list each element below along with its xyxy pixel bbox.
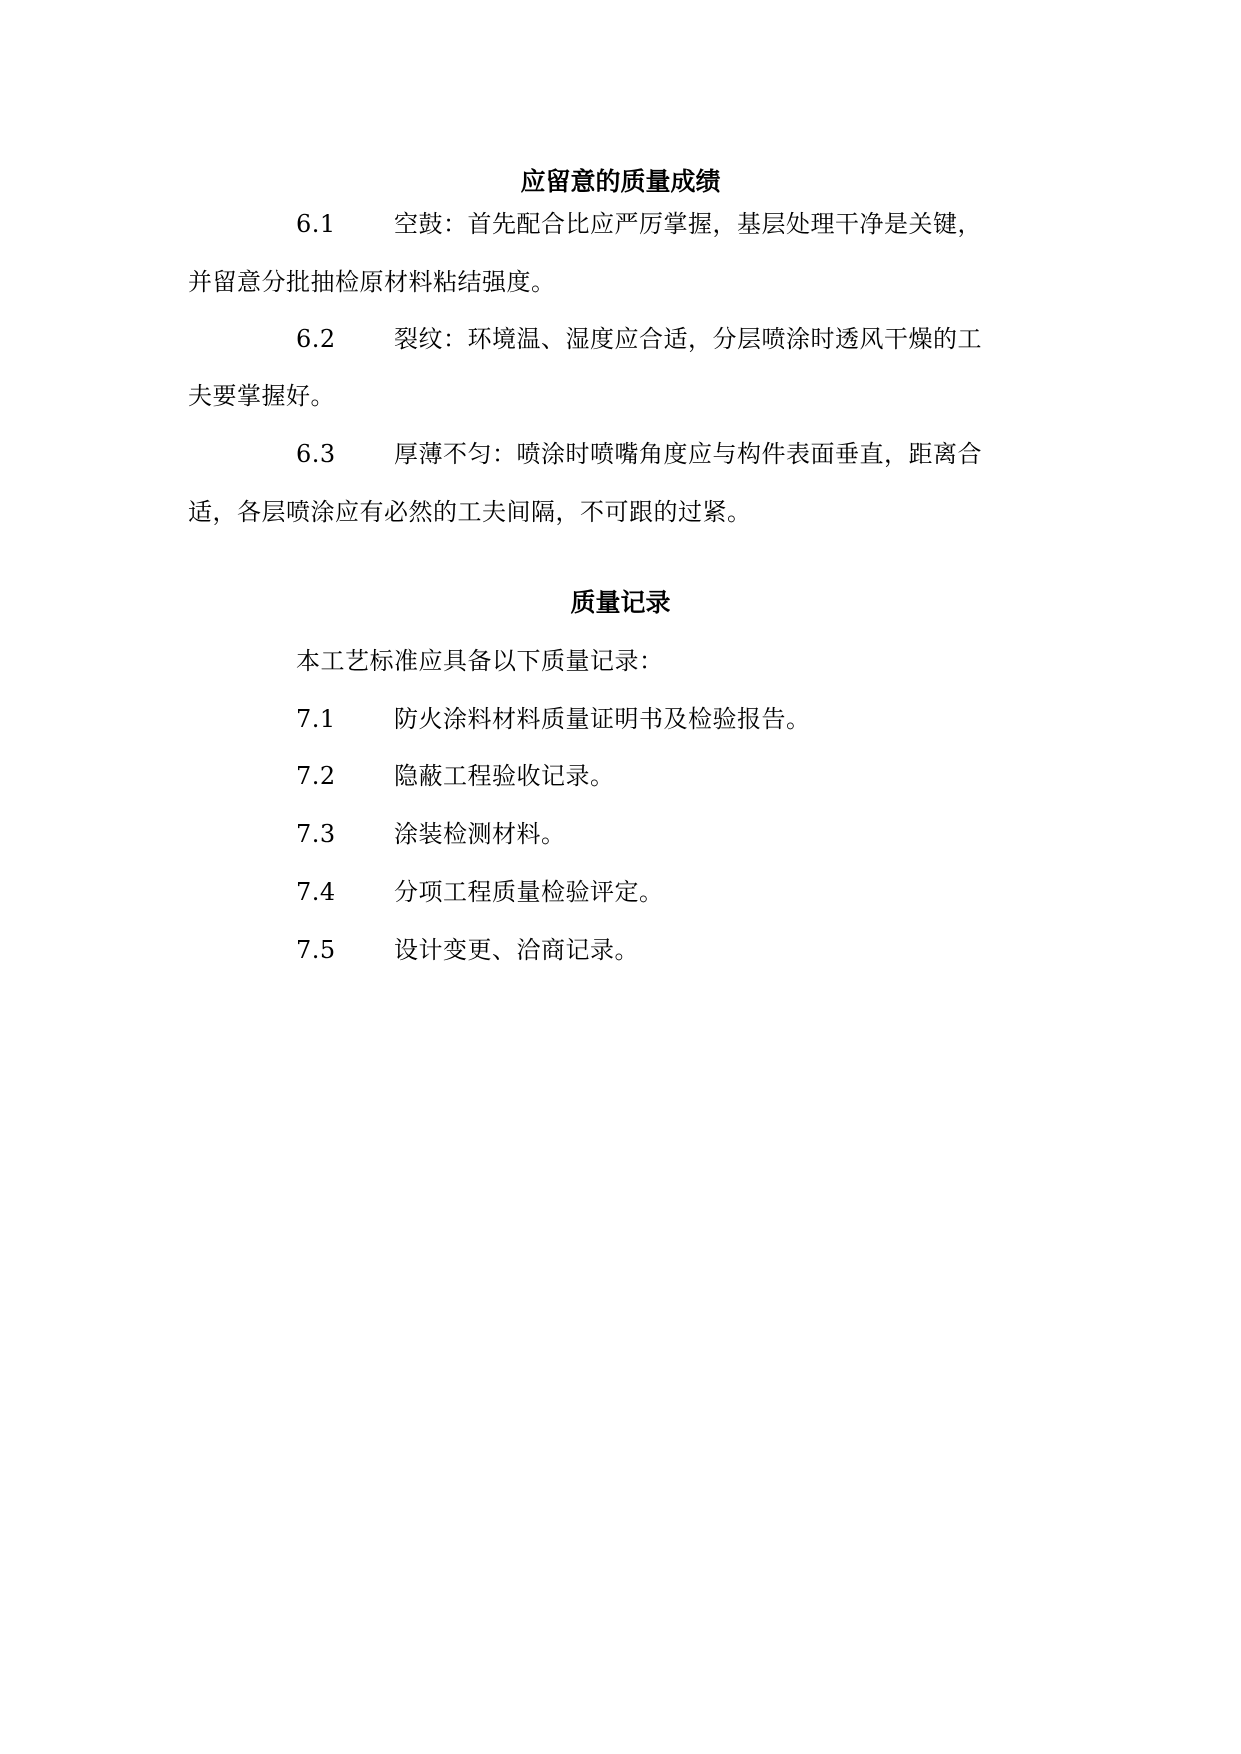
paragraph-6-3-line-1 <box>296 438 982 470</box>
paragraph-6-2-line-1 <box>296 323 982 355</box>
record-text: 设计变更、洽商记录。 <box>394 936 639 964</box>
paragraph-6-1-line-1 <box>296 208 982 240</box>
section-title: 质量记录 <box>570 588 671 617</box>
paragraph-6-2-line-2: 夫要掌握好。 <box>188 382 335 410</box>
record-item-7-1 <box>296 703 811 735</box>
item-number: 7.5 <box>296 936 336 964</box>
paragraph-text: 厚薄不匀：喷涂时喷嘴角度应与构件表面垂直，距离合 <box>394 440 982 468</box>
record-item-7-3 <box>296 818 566 850</box>
paragraph-text: 裂纹：环境温、湿度应合适，分层喷涂时透风干燥的工 <box>394 325 982 353</box>
item-number: 7.4 <box>296 878 336 906</box>
paragraph-6-3-line-2: 适，各层喷涂应有必然的工夫间隔，不可跟的过紧。 <box>188 498 752 526</box>
record-item-7-4 <box>296 876 664 908</box>
record-text: 隐蔽工程验收记录。 <box>394 762 615 790</box>
item-number: 7.1 <box>296 705 336 733</box>
item-number: 7.2 <box>296 762 336 790</box>
item-number: 7.3 <box>296 820 336 848</box>
item-number: 6.1 <box>296 210 336 238</box>
section-title: 应留意的质量成绩 <box>520 167 721 196</box>
record-text: 分项工程质量检验评定。 <box>394 878 664 906</box>
item-number: 6.2 <box>296 325 336 353</box>
paragraph-6-1-line-2: 并留意分批抽检原材料粘结强度。 <box>188 268 556 296</box>
record-text: 涂装检测材料。 <box>394 820 566 848</box>
paragraph-text: 空鼓：首先配合比应严厉掌握，基层处理干净是关键， <box>394 210 982 238</box>
record-text: 防火涂料材料质量证明书及检验报告。 <box>394 705 811 733</box>
record-item-7-2 <box>296 760 615 792</box>
records-intro: 本工艺标准应具备以下质量记录： <box>296 647 664 675</box>
record-item-7-5 <box>296 934 639 966</box>
item-number: 6.3 <box>296 440 336 468</box>
